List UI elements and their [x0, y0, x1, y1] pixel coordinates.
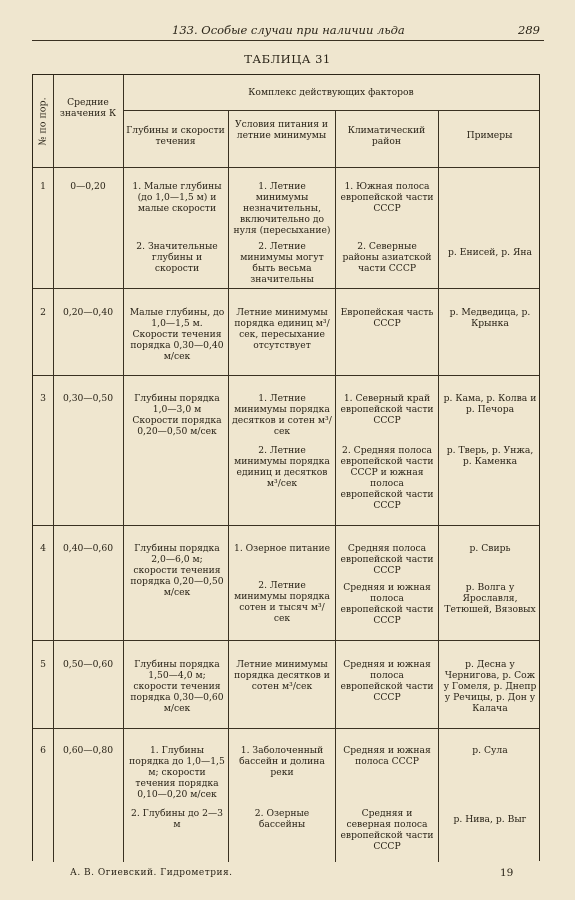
- row-2-depth-1: Малые глубины, до 1,0—1,5 м. Скорости течения порядка 0,30—0,40 м/сек: [129, 307, 225, 362]
- row-6-climate-1: Средняя и южная полоса СССР: [343, 745, 431, 767]
- row-1-examples-2: р. Енисей, р. Яна: [448, 247, 532, 258]
- row-3-climate-1: 1. Северный край европейской части СССР: [340, 393, 434, 426]
- row-3-depth-1: Глубины порядка 1,0—3,0 м Скорости порядка 0,20—0,50 м/сек: [132, 393, 222, 437]
- footer-signature: 19: [500, 867, 514, 879]
- row-5-k: 0,50—0,60: [62, 659, 114, 670]
- table-title: ТАБЛИЦА 31: [244, 52, 331, 66]
- row-3-examples-2: р. Тверь, р. Унжа, р. Каменка: [446, 445, 534, 467]
- row-6-feed-2: 2. Озерные бассейны: [254, 808, 310, 830]
- row-1-climate-2: 2. Северные районы азиатской части СССР: [342, 241, 432, 274]
- row-4-feed-1: 1. Озерное питание: [233, 543, 331, 554]
- row-6-num: 6: [40, 745, 46, 756]
- col-k-header: Средние значения К: [59, 97, 117, 119]
- row-5-feed-1: Летние минимумы порядка десятков и сотен м³/сек: [234, 659, 330, 692]
- col-feed-header: Условия питания и летние минимумы: [234, 119, 329, 141]
- row-5-examples-1: р. Десна у Чернигова, р. Сож у Гомеля, р. Днепр у Речицы, р. Дон у Калача: [443, 659, 537, 714]
- row-6-feed-1: 1. Заболоченный бассейн и долина реки: [239, 745, 325, 778]
- row-1-feed-2: 2. Летние минимумы могут быть весьма значительны: [240, 241, 324, 285]
- row-4-climate-1: Средняя полоса европейской части СССР: [340, 543, 434, 576]
- row-1-num: 1: [40, 181, 46, 192]
- row-1-climate-1: 1. Южная полоса европейской части СССР: [340, 181, 434, 214]
- row-5-climate-1: Средняя и южная полоса европейской части СССР: [340, 659, 434, 703]
- row-4-examples-1: р. Свирь: [469, 543, 511, 554]
- row-3-climate-2: 2. Средняя полоса европейской части СССР и южная полоса европейской части СССР: [340, 445, 434, 511]
- row-6-climate-2: Средняя и северная полоса европейской части СССР: [340, 808, 434, 852]
- row-3-examples-1: р. Кама, р. Колва и р. Печора: [443, 393, 537, 415]
- row-2-feed-1: Летние минимумы порядка единиц м³/сек, пересыхание отсутствует: [234, 307, 330, 351]
- row-1-k: 0—0,20: [70, 181, 106, 192]
- row-2-examples-1: р. Медведица, р. Крынка: [449, 307, 531, 329]
- row-5-depth-1: Глубины порядка 1,50—4,0 м; скорости течения порядка 0,30—0,60 м/сек: [130, 659, 224, 714]
- row-6-k: 0,60—0,80: [62, 745, 114, 756]
- row-4-examples-2: р. Волга у Ярославля, Тетюшей, Вязовых: [444, 582, 536, 615]
- row-2-k: 0,20—0,40: [62, 307, 114, 318]
- row-4-climate-2: Средняя и южная полоса европейской части СССР: [340, 582, 434, 626]
- row-2-num: 2: [40, 307, 46, 318]
- row-4-num: 4: [40, 543, 46, 554]
- page-number: 289: [518, 23, 540, 37]
- row-4-depth-1: Глубины порядка 2,0—6,0 м; скорости течения порядка 0,20—0,50 м/сек: [130, 543, 224, 598]
- row-3-feed-2: 2. Летние минимумы порядка единиц и десятков м³/сек: [234, 445, 330, 489]
- col-complex-header: Комплекс действующих факторов: [248, 87, 414, 98]
- row-4-feed-2: 2. Летние минимумы порядка сотен и тысяч м³/сек: [234, 580, 330, 624]
- row-1-feed-1: 1. Летние минимумы незначительны, включительно до нуля (пересыхание): [233, 181, 331, 236]
- row-4-k: 0,40—0,60: [62, 543, 114, 554]
- col-examples-header: Примеры: [466, 130, 513, 141]
- row-2-climate-1: Европейская часть СССР: [340, 307, 434, 329]
- running-header: [32, 22, 544, 41]
- table-frame: [32, 74, 540, 861]
- col-climate-header: Климатический район: [347, 125, 426, 147]
- row-3-num: 3: [40, 393, 46, 404]
- row-3-k: 0,30—0,50: [62, 393, 114, 404]
- row-1-depth-1: 1. Малые глубины (до 1,0—1,5 м) и малые скорости: [132, 181, 222, 214]
- row-6-depth-1: 1. Глубины порядка до 1,0—1,5 м; скорости течения порядка 0,10—0,20 м/сек: [129, 745, 225, 800]
- col-depth-header: Глубины и скорости течения: [126, 125, 225, 147]
- row-6-examples-1: р. Сула: [472, 745, 508, 756]
- header-title: 133. Особые случаи при наличии льда: [172, 23, 405, 37]
- footer-author: А. В. Огиевский. Гидрометрия.: [70, 868, 233, 878]
- row-6-examples-2: р. Нива, р. Выг: [453, 814, 527, 825]
- row-6-depth-2: 2. Глубины до 2—3 м: [130, 808, 223, 830]
- col-num-header: № по пор.: [37, 96, 49, 146]
- row-3-feed-1: 1. Летние минимумы порядка десятков и сотен м³/сек: [232, 393, 332, 437]
- row-1-depth-2: 2. Значительные глубины и скорости: [136, 241, 218, 274]
- row-5-num: 5: [40, 659, 46, 670]
